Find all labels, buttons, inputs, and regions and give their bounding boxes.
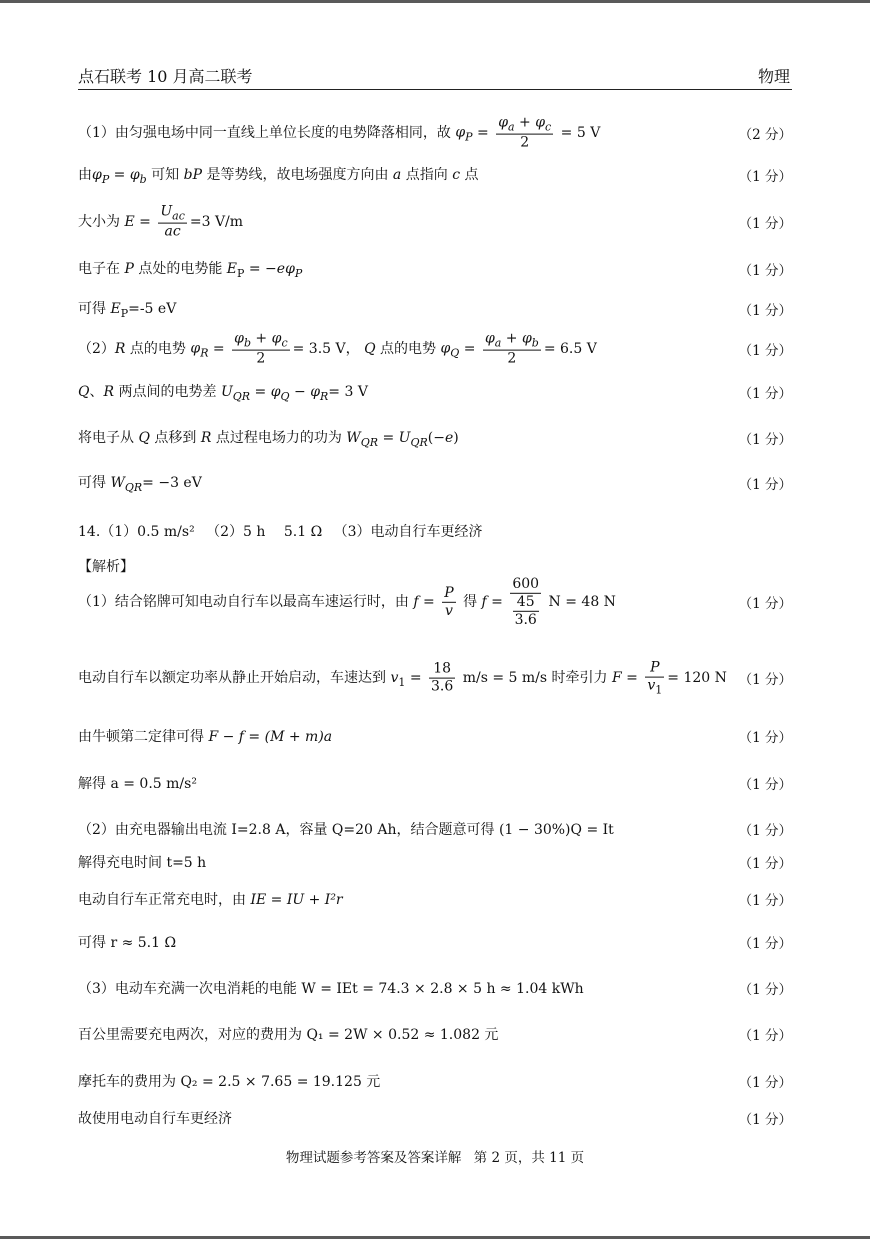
fraction: $\frac{\varphi_a + \varphi_c}{2}$ — [498, 114, 552, 151]
answer-line: 百公里需要充电两次，对应的费用为 Q₁ = 2W × 0.52 ≈ 1.082 元 （1 分） — [78, 1022, 792, 1046]
points-label: （1 分） — [738, 263, 792, 279]
points-label: （1 分） — [738, 216, 792, 232]
footer-title: 物理试题参考答案及答案详解 — [285, 1150, 462, 1166]
points-label: （1 分） — [738, 893, 792, 909]
points-label: （1 分） — [738, 777, 792, 793]
answer-line: 可得 $W_{QR}= -3$ eV （1 分） — [78, 471, 792, 495]
points-label: （1 分） — [738, 982, 792, 998]
fraction: $\frac{18}{3.6}$ — [431, 660, 454, 695]
fraction: $\frac{P}{v_1}$ — [647, 659, 663, 697]
points-label: （1 分） — [738, 596, 792, 612]
points-label: （1 分） — [738, 730, 792, 746]
answer-line — [78, 110, 792, 156]
answer-line: 故使用电动自行车更经济 （1 分） — [78, 1107, 792, 1129]
question-14-answer: 14.（1）0.5 m/s² （2）5 h 5.1 Ω （3）电动自行车更经济 — [78, 524, 483, 540]
answer-line: 电动自行车以额定功率从静止开始启动，车速达到 $v_1$ = $\frac{18}{3.6}$ m/s = 5 m/s 时牵引力 F = $\frac{P}{v_1}$ = 120 N （1 分） — [78, 659, 792, 697]
fraction: $\frac{\varphi_a + \varphi_b}{2}$ — [484, 330, 539, 367]
points-label: （1 分） — [738, 169, 792, 185]
points-label: （1 分） — [738, 303, 792, 319]
page-footer — [0, 1146, 870, 1166]
fraction: $\frac{\varphi_b + \varphi_c}{2}$ — [234, 330, 288, 367]
points-label: （1 分） — [738, 936, 792, 952]
answer-line: （2）R 点的电势 $\varphi_R$ = $\frac{\varphi_b + \varphi_c}{2}$ = 3.5 V， Q 点的电势 $\varphi_Q$ = $\frac{\varphi_a + \varphi_b}{2}$ = 6.5 V （1 分） — [78, 330, 792, 367]
header-rule — [78, 89, 792, 90]
points-label: （2 分） — [738, 127, 792, 143]
answer-line: 由$\varphi_P = \varphi_b$ 可知 bP 是等势线，故电场强度方向由 a 点指向 c 点 （1 分） — [78, 163, 792, 187]
top-border — [0, 0, 870, 3]
answer-line: （3）电动车充满一次电消耗的电能 W = IEt = 74.3 × 2.8 × 5 h ≈ 1.04 kWh （1 分） — [78, 976, 792, 1000]
answer-line: 电动自行车正常充电时，由 IE = IU + I²r （1 分） — [78, 887, 792, 911]
fraction: $\frac{U_{ac}}{ac}$ — [160, 203, 185, 240]
analysis-heading: 【解析】 — [78, 559, 134, 575]
points-label: （1 分） — [738, 1112, 792, 1128]
points-label: （1 分） — [738, 1075, 792, 1091]
answer-line: （2）由充电器输出电流 I=2.8 A，容量 Q=20 Ah，结合题意可得 (1 − 30%)Q = It （1 分） — [78, 817, 792, 841]
page-number: 第 2 页，共 11 页 — [473, 1150, 585, 1166]
answer-line: 将电子从 Q 点移到 R 点过程电场力的功为 $W_{QR} = U_{QR}(-e)$ （1 分） — [78, 426, 792, 450]
answer-line: 解得 a = 0.5 m/s² （1 分） — [78, 771, 792, 795]
points-label: （1 分） — [738, 823, 792, 839]
answer-line: （1）结合铭牌可知电动自行车以最高车速运行时，由 f = $\frac{P}{v}$ 得 f = $\frac{600}{\frac{45}{3.6}}$ N = 48 N （1 分） — [78, 575, 792, 628]
points-label: （1 分） — [738, 343, 792, 359]
answer-line: 解得充电时间 t=5 h （1 分） — [78, 851, 792, 873]
answer-line: 摩托车的费用为 Q₂ = 2.5 × 7.65 = 19.125 元 （1 分） — [78, 1069, 792, 1093]
header-subject: 物理 — [757, 67, 790, 86]
points-label: （1 分） — [738, 432, 792, 448]
points-label: （1 分） — [738, 1028, 792, 1044]
answer-line: 可得 $E_P=-5$ eV （1 分） — [78, 298, 792, 320]
answer-line: Q、R 两点间的电势差 $U_{QR} = \varphi_Q - \varphi_R= 3$ V （1 分） — [78, 380, 792, 404]
header-exam-title: 点石联考 10 月高二联考 — [78, 67, 253, 86]
points-label: （1 分） — [738, 672, 792, 688]
answer-line: 电子在 P 点处的电势能 $E_P = -e\varphi_P$ （1 分） — [78, 257, 792, 281]
points-label: （1 分） — [738, 856, 792, 872]
points-label: （1 分） — [738, 477, 792, 493]
points-label: （1 分） — [738, 386, 792, 402]
line-text: （1）由匀强电场中同一直线上单位长度的电势降落相同，故 $\varphi_P$ = $\frac{\varphi_a + \varphi_c}{2}$ = 5 V — [78, 114, 601, 151]
fraction: $\frac{600}{\frac{45}{3.6}}$ — [512, 575, 540, 628]
answer-line: 可得 r ≈ 5.1 Ω （1 分） — [78, 930, 792, 954]
answer-line: 由牛顿第二定律可得 F − f = (M + m)a （1 分） — [78, 724, 792, 748]
fraction: $\frac{P}{v}$ — [444, 584, 454, 619]
answer-line: 大小为 E = $\frac{U_{ac}}{ac}$ =3 V/m （1 分） — [78, 203, 792, 240]
